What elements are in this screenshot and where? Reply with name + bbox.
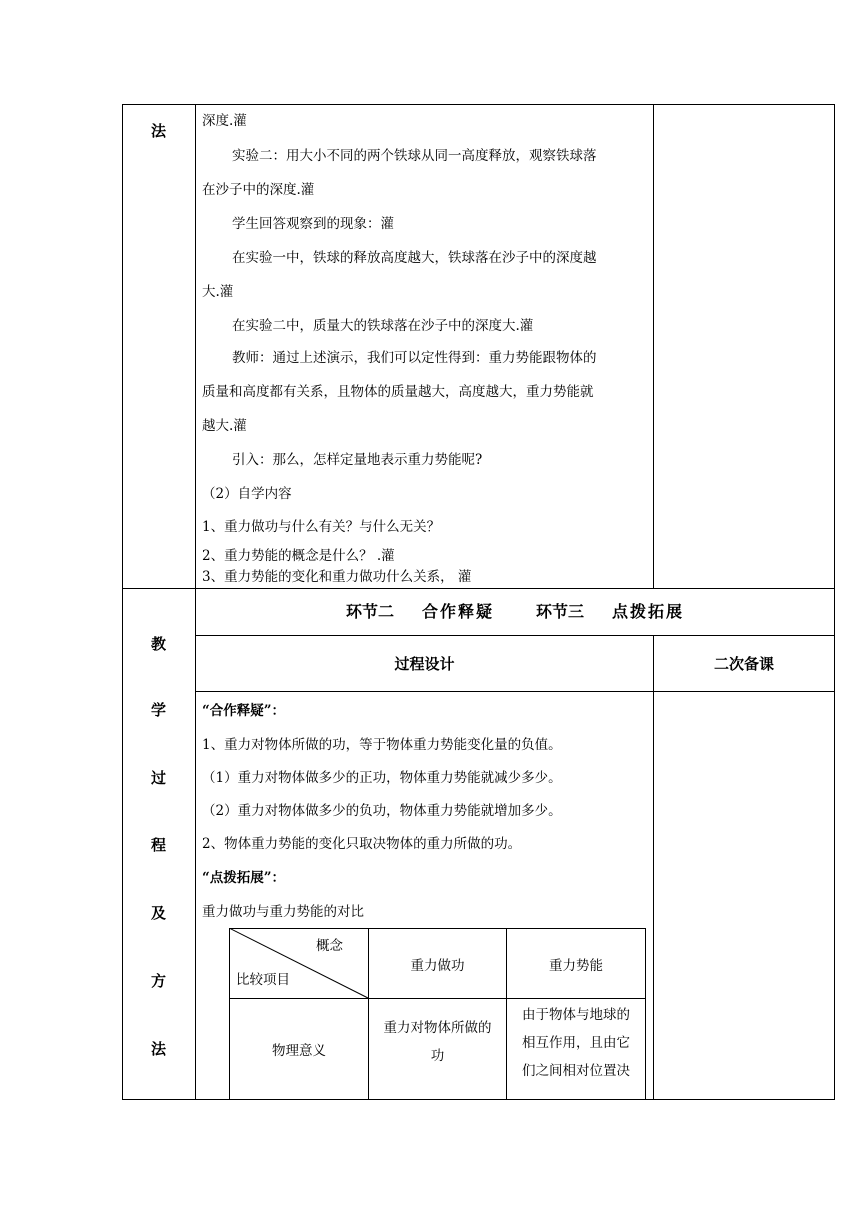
- column-header-design: 过程设计: [394, 655, 455, 673]
- heading-extension: “点拨拓展”：: [202, 870, 286, 886]
- side-label-char: 学: [150, 701, 166, 719]
- table-caption: 重力做功与重力势能的对比: [202, 904, 364, 920]
- text-line: 质量和高度都有关系，且物体的质量越大，高度越大，重力势能就: [202, 384, 594, 400]
- col-header-text: 重力势能: [549, 957, 603, 974]
- text-line: 实验二：用大小不同的两个铁球从同一高度释放，观察铁球落: [232, 148, 597, 164]
- row-divider: [195, 635, 835, 636]
- cell-text-line: 功: [430, 1048, 445, 1064]
- diag-header-bottom: 比较项目: [236, 972, 290, 988]
- side-label-char: 方: [150, 972, 166, 990]
- col-header-potential-energy: [507, 929, 645, 998]
- cell-text-line: 们之间相对位置决: [522, 1063, 630, 1079]
- cell-text-line: 重力对物体所做的: [383, 1020, 492, 1036]
- row-divider: [195, 691, 835, 692]
- text-line: 引入：那么，怎样定量地表示重力势能呢?: [232, 452, 483, 468]
- section-header-part2: 合作释疑: [421, 602, 494, 621]
- text-line: 越大.灌: [202, 418, 247, 434]
- inner-table-border: [645, 928, 646, 1100]
- content-line: 1、重力对物体所做的功，等于物体重力势能变化量的负值。: [202, 737, 562, 753]
- text-line: 教师：通过上述演示，我们可以定性得到：重力势能跟物体的: [232, 350, 597, 366]
- side-label-char: 程: [150, 836, 166, 854]
- section-header-part1: 环节二: [345, 602, 394, 621]
- row-label-text: 物理意义: [272, 1043, 326, 1059]
- text-line: 在实验二中，质量大的铁球落在沙子中的深度大.灌: [232, 318, 534, 334]
- text-line: 大.灌: [202, 284, 234, 300]
- side-label-char: 教: [150, 635, 166, 653]
- cell-text-line: 相互作用，且由它: [522, 1035, 630, 1051]
- text-line: 3、重力势能的变化和重力做功什么关系， 灌: [202, 569, 472, 585]
- column-divider: [653, 104, 654, 589]
- text-line: 1、重力做功与什么有关？与什么无关？: [202, 519, 441, 535]
- text-line: （2）自学内容: [202, 486, 292, 502]
- text-line: 学生回答观察到的现象：灌: [232, 216, 394, 232]
- text-line: 在沙子中的深度.灌: [202, 182, 315, 198]
- row-divider: [122, 588, 835, 589]
- table-top-border: [122, 104, 835, 105]
- text-line: 2、重力势能的概念是什么？ .灌: [202, 548, 395, 564]
- table-left-border: [122, 104, 123, 1100]
- side-label-char: 过: [150, 769, 166, 787]
- row-label-physical-meaning: [230, 999, 368, 1099]
- content-line: 2、物体重力势能的变化只取决物体的重力所做的功。: [202, 836, 522, 852]
- content-line: （1）重力对物体做多少的正功，物体重力势能就减少多少。: [202, 770, 562, 786]
- col-header-text: 重力做功: [410, 957, 465, 974]
- text-line: 深度.灌: [202, 113, 247, 129]
- col-header-gravity-work: [369, 929, 506, 998]
- cell-potential-energy-meaning: [507, 1001, 645, 1085]
- table-right-border: [834, 104, 835, 1100]
- side-label-top: 法: [150, 122, 166, 140]
- content-line: （2）重力对物体做多少的负功，物体重力势能就增加多少。: [202, 803, 562, 819]
- column-divider: [653, 635, 654, 1100]
- section-header-part3: 环节三: [536, 602, 585, 621]
- section-header-part4: 点拨拓展: [612, 602, 685, 621]
- text-line: 在实验一中，铁球的释放高度越大，铁球落在沙子中的深度越: [232, 250, 597, 266]
- side-label-char: 法: [150, 1040, 166, 1058]
- cell-text-line: 由于物体与地球的: [522, 1007, 630, 1023]
- section-header: [196, 600, 834, 624]
- column-header-backup: 二次备课: [713, 655, 774, 673]
- cell-gravity-work-meaning: [369, 1014, 506, 1070]
- side-label-char: 及: [150, 904, 166, 922]
- heading-cooperation: “合作释疑”：: [202, 703, 286, 719]
- diag-header-top: 概念: [316, 938, 343, 954]
